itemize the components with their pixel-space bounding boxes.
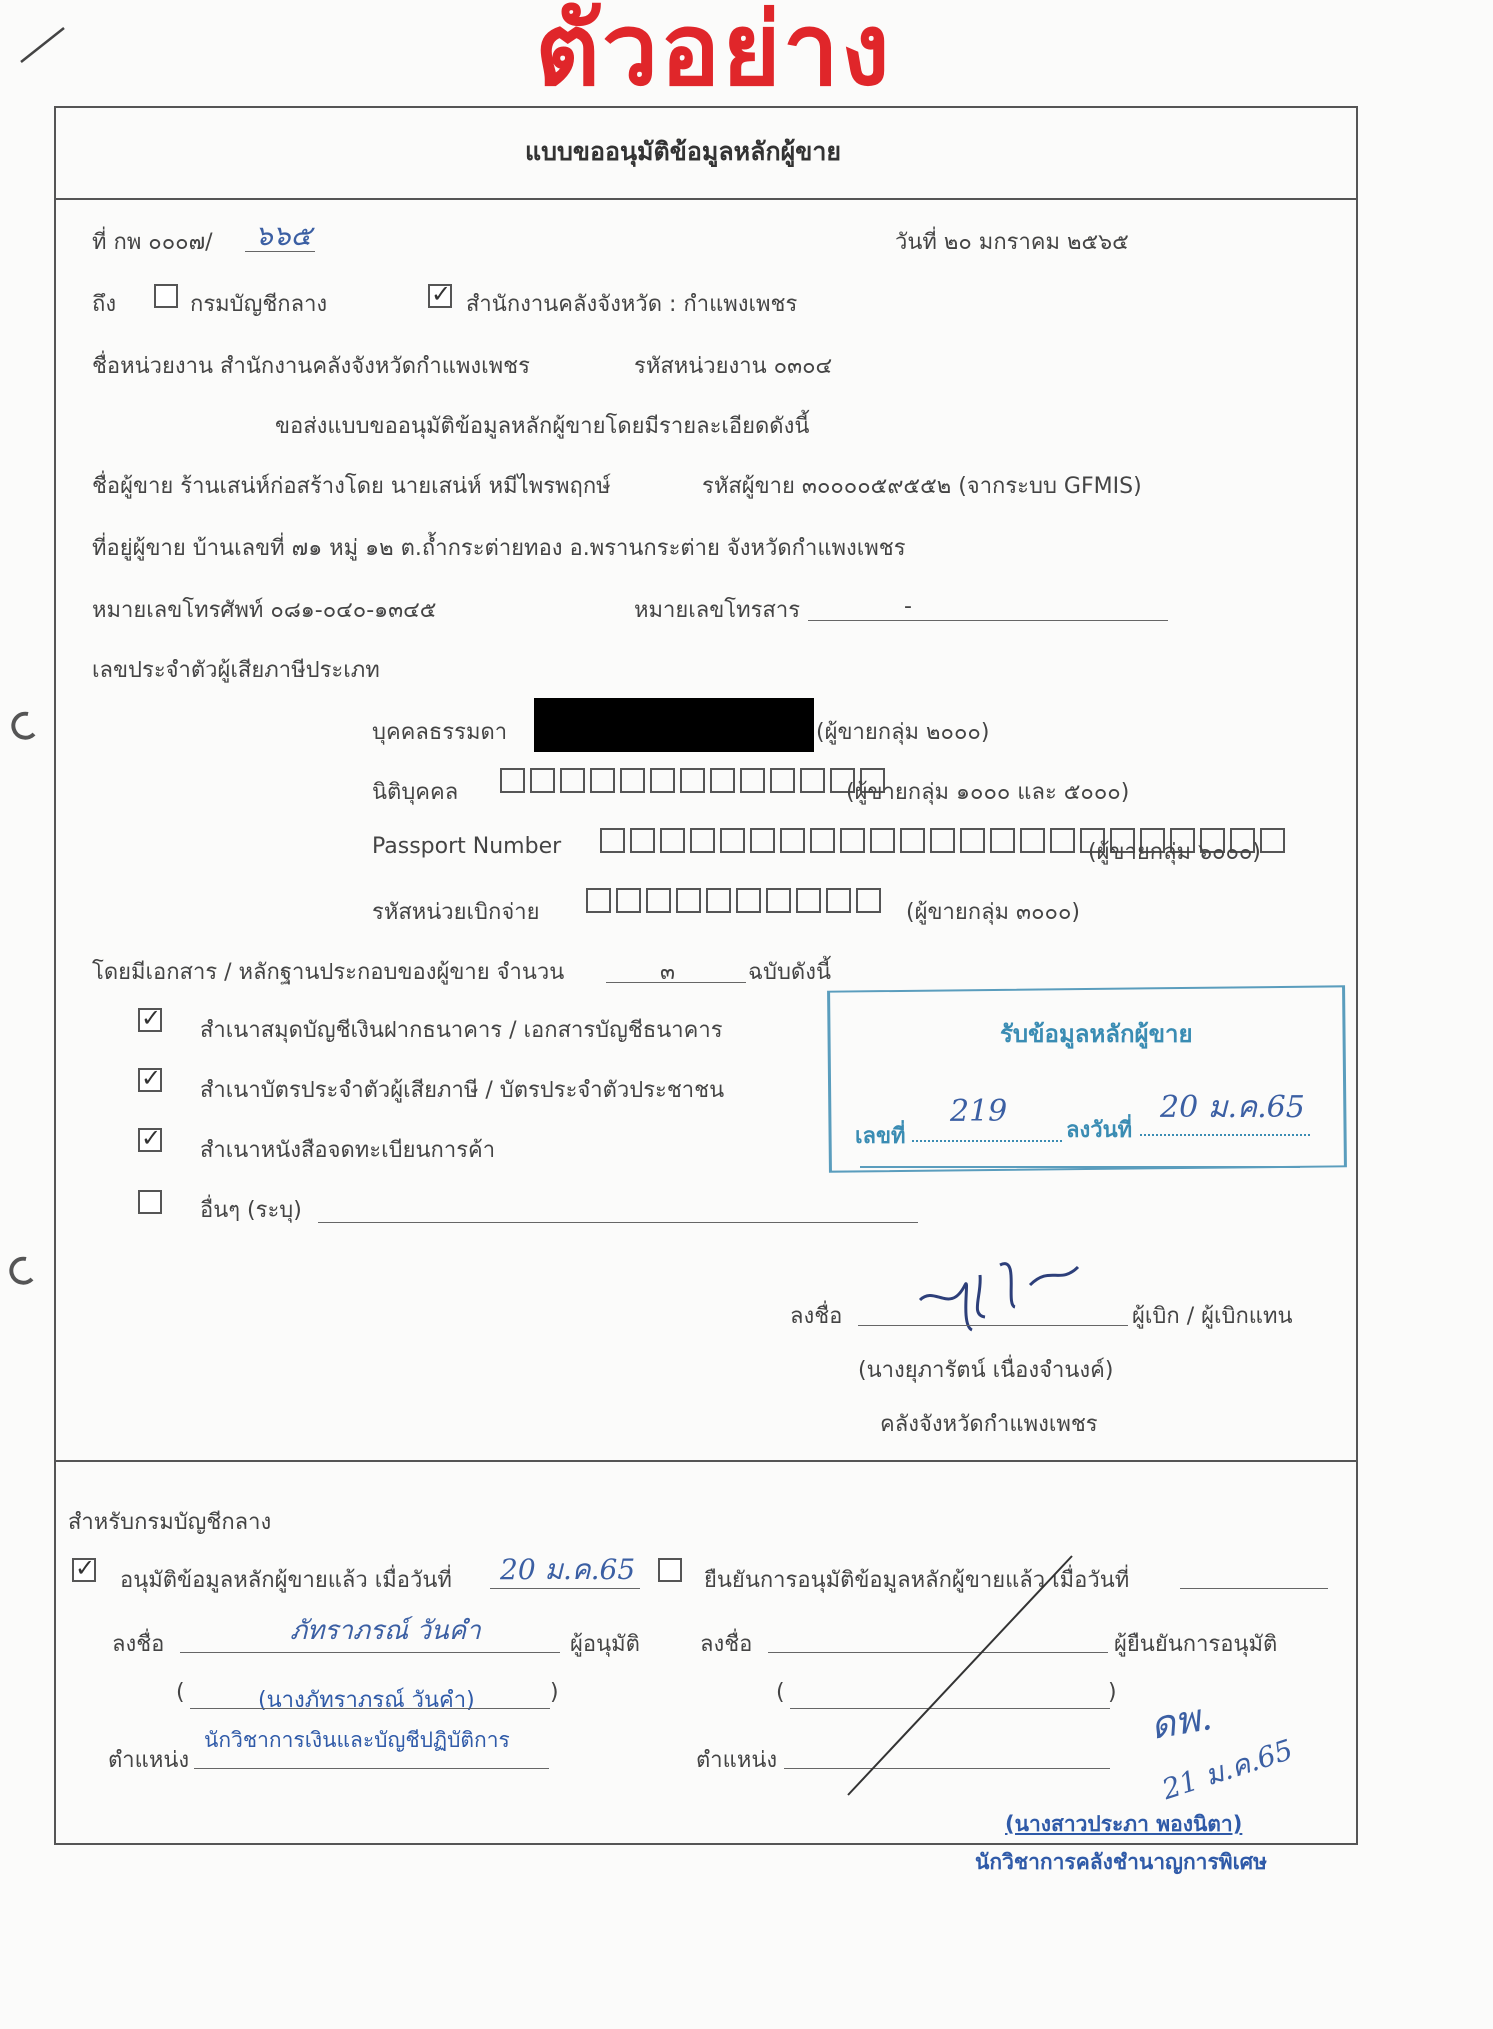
juristic-digit-boxes[interactable] [492,768,893,793]
stamp-title: รับข้อมูลหลักผู้ขาย [1000,1020,1193,1048]
disbursement-group: (ผู้ขายกลุ่ม ๓๐๐๐) [906,900,1080,925]
doc-item-label: อื่นๆ (ระบุ) [200,1198,302,1223]
stamp-date-line [1140,1134,1310,1136]
approver-name-line [190,1708,550,1709]
tax-id-label: เลขประจำตัวผู้เสียภาษีประเภท [92,658,380,683]
stamp-date-label: ลงวันที่ [1066,1118,1133,1143]
confirmer-paren-close: ) [1108,1680,1117,1705]
title-divider [54,198,1358,200]
intro-text: ขอส่งแบบขออนุมัติข้อมูลหลักผู้ขายโดยมีรายละเอียดดังนี้ [275,414,810,439]
juristic-group: (ผู้ขายกลุ่ม ๑๐๐๐ และ ๕๐๐๐) [846,780,1130,805]
approve-label: อนุมัติข้อมูลหลักผู้ขายแล้ว เมื่อวันที่ [120,1568,452,1593]
vendor-code: รหัสผู้ขาย ๓๐๐๐๐๕๙๕๕๒ (จากระบบ GFMIS) [702,474,1142,499]
docs-count-line [606,982,746,983]
docs-prefix: โดยมีเอกสาร / หลักฐานประกอบของผู้ขาย จำนวน [92,960,565,985]
passport-group: (ผู้ขายกลุ่ม ๖๐๐๐) [1088,840,1261,865]
stamp-bottom-rule [860,1166,1300,1168]
approver-signature: ภัทราภรณ์ วันคำ [290,1616,481,1646]
confirmer-paren-open: ( [776,1680,785,1705]
binder-hole-mark [8,710,38,740]
disbursement-digit-boxes[interactable] [578,888,889,913]
approve-date-line [490,1588,640,1589]
stamp-no-label: เลขที่ [855,1124,906,1149]
person-group: (ผู้ขายกลุ่ม ๒๐๐๐) [816,720,990,745]
approve-date-handwritten: 20 ม.ค.65 [500,1553,636,1586]
checkbox-doc-bank[interactable] [138,1008,162,1032]
initials-date-handwritten: 21 ม.ค.65 [1158,1732,1297,1807]
requester-office: คลังจังหวัดกำแพงเพชร [880,1412,1098,1437]
fax-field-line [808,620,1168,621]
confirm-date-line [1180,1588,1328,1589]
person-label: บุคคลธรรมดา [372,720,508,745]
checkbox-comptroller-dept[interactable] [154,284,178,308]
fax-label: หมายเลขโทรสาร [634,598,801,623]
confirmer-role: ผู้ยืนยันการอนุมัติ [1114,1632,1278,1657]
cgd-heading: สำหรับกรมบัญชีกลาง [68,1510,272,1535]
approver-paren-open: ( [176,1680,185,1705]
docs-count: ๓ [660,960,676,985]
approver-position: นักวิชาการเงินและบัญชีปฏิบัติการ [204,1728,510,1752]
corner-pen-mark [18,22,68,67]
juristic-label: นิติบุคคล [372,780,459,805]
checkbox-doc-taxcard[interactable] [138,1068,162,1092]
doc-number-underline [245,251,315,252]
document-date: วันที่ ๒๐ มกราคม ๒๕๖๕ [895,230,1129,255]
stamp-date-handwritten: 20 ม.ค.65 [1160,1090,1305,1125]
requester-name: (นางยุภารัตน์ เนื่องจำนงค์) [858,1358,1114,1383]
confirmer-sign-label: ลงชื่อ [700,1632,753,1657]
checkbox-doc-registration[interactable] [138,1128,162,1152]
sign-label: ลงชื่อ [790,1304,843,1329]
phone-number: หมายเลขโทรศัพท์ ๐๘๑-๐๔๐-๑๓๔๕ [92,598,437,623]
section-divider [54,1460,1358,1462]
checkbox-approved[interactable] [72,1558,96,1582]
unit-code: รหัสหน่วยงาน ๐๓๐๔ [634,354,833,379]
docs-suffix: ฉบับดังนี้ [748,960,831,985]
redacted-tax-id [534,698,814,752]
approver-sign-line [180,1652,560,1653]
confirm-label: ยืนยันการอนุมัติข้อมูลหลักผู้ขายแล้ว เมื่อวันที่ [704,1568,1130,1593]
approver-sign-label: ลงชื่อ [112,1632,165,1657]
unit-name: ชื่อหน่วยงาน สำนักงานคลังจังหวัดกำแพงเพชร [92,354,530,379]
confirmer-position-label: ตำแหน่ง [696,1748,778,1773]
doc-number-label: ที่ กพ ๐๐๐๗/ [92,230,213,255]
watermark-title: ตัวอย่าง [535,0,892,108]
doc-number-handwritten: ๖๖๕ [255,219,312,252]
checkbox-doc-other[interactable] [138,1190,162,1214]
to-option-provincial: สำนักงานคลังจังหวัด : กำแพงเพชร [466,292,798,317]
footer-name: (นางสาวประภา พองนิตา) [1005,1812,1243,1836]
requester-signature [910,1245,1090,1335]
approver-role: ผู้อนุมัติ [570,1632,640,1657]
footer-title: นักวิชาการคลังชำนาญการพิเศษ [975,1850,1267,1874]
approver-position-line [194,1768,549,1769]
checkbox-provincial-office[interactable] [428,284,452,308]
approver-name: (นางภัทราภรณ์ วันคำ) [258,1688,475,1713]
vendor-address: ที่อยู่ผู้ขาย บ้านเลขที่ ๗๑ หมู่ ๑๒ ต.ถ้ำกระต่ายทอง อ.พรานกระต่าย จังหวัดกำแพงเพชร [92,536,906,561]
doc-item-label: สำเนาสมุดบัญชีเงินฝากธนาคาร / เอกสารบัญชีธนาคาร [200,1018,723,1043]
approver-position-label: ตำแหน่ง [108,1748,190,1773]
requester-sign-line [858,1325,1128,1326]
stamp-no-handwritten: 219 [950,1094,1008,1129]
stamp-no-line [912,1140,1062,1142]
to-option-comptroller: กรมบัญชีกลาง [190,292,328,317]
approver-paren-close: ) [550,1680,559,1705]
requester-role: ผู้เบิก / ผู้เบิกแทน [1132,1304,1293,1329]
doc-item-label: สำเนาบัตรประจำตัวผู้เสียภาษี / บัตรประจำตัวประชาชน [200,1078,725,1103]
other-doc-line [318,1222,918,1223]
binder-hole-mark [6,1255,36,1285]
vendor-name: ชื่อผู้ขาย ร้านเสน่ห์ก่อสร้างโดย นายเสน่ห์ หมีไพรพฤกษ์ [92,474,611,499]
checkbox-confirmed[interactable] [658,1558,682,1582]
form-title: แบบขออนุมัติข้อมูลหลักผู้ขาย [525,137,842,166]
disbursement-label: รหัสหน่วยเบิกจ่าย [372,900,540,925]
doc-item-label: สำเนาหนังสือจดทะเบียนการค้า [200,1138,496,1163]
to-label: ถึง [92,292,117,317]
fax-dash: - [904,594,912,619]
initials-handwritten: ดพ. [1146,1693,1216,1749]
passport-label: Passport Number [372,834,562,859]
strike-through-line [840,1550,1080,1800]
